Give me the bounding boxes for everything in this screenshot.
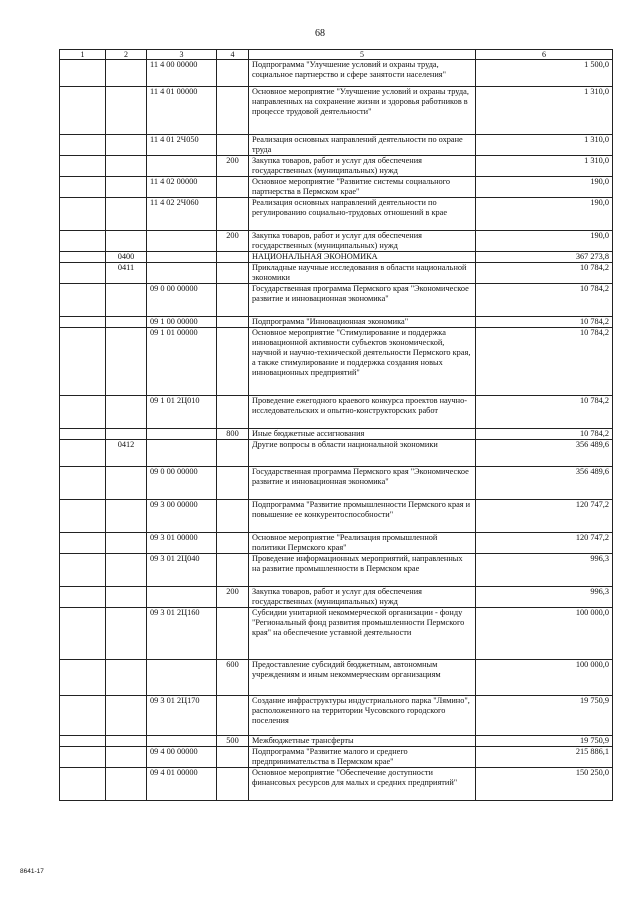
cell-expense-type	[217, 135, 249, 156]
cell-empty	[60, 768, 106, 801]
cell-empty	[60, 396, 106, 429]
cell-target-article: 09 0 00 00000	[147, 467, 217, 500]
cell-target-article: 11 4 01 00000	[147, 87, 217, 135]
cell-empty	[60, 608, 106, 660]
cell-empty	[60, 440, 106, 467]
cell-expense-type	[217, 284, 249, 317]
cell-amount: 356 489,6	[476, 467, 613, 500]
cell-description: Реализация основных направлений деятельности по регулированию социально-трудовых отношений в крае	[249, 198, 476, 231]
cell-expense-type	[217, 396, 249, 429]
cell-target-article: 09 1 00 00000	[147, 317, 217, 328]
cell-target-article	[147, 587, 217, 608]
page-number: 68	[315, 28, 325, 39]
cell-expense-type	[217, 747, 249, 768]
cell-amount: 10 784,2	[476, 317, 613, 328]
cell-section-code	[106, 156, 147, 177]
cell-amount: 100 000,0	[476, 608, 613, 660]
cell-empty	[60, 660, 106, 696]
table-row	[60, 198, 613, 231]
cell-section-code	[106, 396, 147, 429]
cell-description: Подпрограмма "Улучшение условий и охраны труда, социальное партнерство и сфере занятости населения"	[249, 60, 476, 87]
cell-section-code	[106, 660, 147, 696]
cell-amount: 150 250,0	[476, 768, 613, 801]
cell-amount: 356 489,6	[476, 440, 613, 467]
cell-expense-type	[217, 500, 249, 533]
cell-amount: 10 784,2	[476, 429, 613, 440]
table-row	[60, 660, 613, 696]
cell-section-code	[106, 284, 147, 317]
cell-section-code	[106, 231, 147, 252]
cell-target-article: 11 4 01 2Ч050	[147, 135, 217, 156]
cell-amount: 10 784,2	[476, 328, 613, 396]
cell-description: Закупка товаров, работ и услуг для обеспечения государственных (муниципальных) нужд	[249, 231, 476, 252]
table-row	[60, 177, 613, 198]
table-row	[60, 60, 613, 87]
cell-empty	[60, 500, 106, 533]
cell-section-code: 0412	[106, 440, 147, 467]
cell-empty	[60, 231, 106, 252]
cell-empty	[60, 177, 106, 198]
cell-expense-type: 600	[217, 660, 249, 696]
table-row	[60, 440, 613, 467]
cell-empty	[60, 263, 106, 284]
cell-target-article	[147, 252, 217, 263]
cell-description: Основное мероприятие "Развитие системы социального партнерства в Пермском крае"	[249, 177, 476, 198]
cell-expense-type	[217, 328, 249, 396]
cell-expense-type	[217, 252, 249, 263]
cell-target-article	[147, 736, 217, 747]
cell-section-code	[106, 554, 147, 587]
cell-section-code	[106, 587, 147, 608]
cell-amount: 10 784,2	[476, 284, 613, 317]
cell-empty	[60, 747, 106, 768]
table-row	[60, 500, 613, 533]
cell-empty	[60, 429, 106, 440]
cell-description: Основное мероприятие "Стимулирование и поддержка инновационной активности субъектов экономической, научной и научно-технической деятельности Пермского края, а также стимулирование и поддержка создания новых инновационных предприятий"	[249, 328, 476, 396]
cell-description: Реализация основных направлений деятельности по охране труда	[249, 135, 476, 156]
header-cell: 3	[147, 50, 217, 60]
table-row	[60, 768, 613, 801]
cell-target-article: 09 1 01 00000	[147, 328, 217, 396]
cell-description: Субсидии унитарной некоммерческой организации - фонду "Региональный фонд развития промышленности Пермского края" на обеспечение уставной деятельности	[249, 608, 476, 660]
table-row	[60, 396, 613, 429]
cell-section-code	[106, 177, 147, 198]
cell-target-article	[147, 440, 217, 467]
cell-empty	[60, 328, 106, 396]
cell-section-code	[106, 500, 147, 533]
cell-amount: 10 784,2	[476, 263, 613, 284]
cell-description: Другие вопросы в области национальной экономики	[249, 440, 476, 467]
cell-expense-type	[217, 60, 249, 87]
cell-description: Проведение ежегодного краевого конкурса проектов научно-исследовательских и опытно-конструкторских работ	[249, 396, 476, 429]
table-body	[60, 60, 613, 801]
table-row	[60, 696, 613, 736]
cell-target-article	[147, 263, 217, 284]
cell-section-code: 0400	[106, 252, 147, 263]
cell-target-article: 11 4 02 2Ч060	[147, 198, 217, 231]
cell-description: Государственная программа Пермского края "Экономическое развитие и инновационная экономика"	[249, 467, 476, 500]
cell-empty	[60, 198, 106, 231]
table-row	[60, 608, 613, 660]
cell-amount: 1 310,0	[476, 135, 613, 156]
cell-amount: 100 000,0	[476, 660, 613, 696]
cell-empty	[60, 467, 106, 500]
cell-section-code	[106, 429, 147, 440]
cell-amount: 19 750,9	[476, 696, 613, 736]
cell-expense-type	[217, 768, 249, 801]
cell-description: Прикладные научные исследования в области национальной экономики	[249, 263, 476, 284]
cell-expense-type: 200	[217, 156, 249, 177]
cell-amount: 190,0	[476, 198, 613, 231]
table-row	[60, 554, 613, 587]
cell-expense-type	[217, 533, 249, 554]
table-row	[60, 252, 613, 263]
cell-section-code	[106, 608, 147, 660]
cell-description: Подпрограмма "Развитие малого и среднего предпринимательства в Пермском крае"	[249, 747, 476, 768]
cell-expense-type: 500	[217, 736, 249, 747]
budget-table	[59, 49, 613, 801]
cell-amount: 1 310,0	[476, 87, 613, 135]
cell-expense-type	[217, 87, 249, 135]
cell-target-article: 09 3 01 00000	[147, 533, 217, 554]
cell-expense-type	[217, 198, 249, 231]
cell-amount: 1 500,0	[476, 60, 613, 87]
cell-amount: 190,0	[476, 231, 613, 252]
cell-amount: 996,3	[476, 554, 613, 587]
cell-empty	[60, 736, 106, 747]
cell-amount: 1 310,0	[476, 156, 613, 177]
table-row	[60, 156, 613, 177]
header-cell: 6	[476, 50, 613, 60]
cell-amount: 367 273,8	[476, 252, 613, 263]
cell-expense-type	[217, 263, 249, 284]
cell-target-article	[147, 231, 217, 252]
cell-description: Закупка товаров, работ и услуг для обеспечения государственных (муниципальных) нужд	[249, 587, 476, 608]
cell-expense-type	[217, 317, 249, 328]
cell-expense-type	[217, 696, 249, 736]
table-row	[60, 231, 613, 252]
cell-description: Закупка товаров, работ и услуг для обеспечения государственных (муниципальных) нужд	[249, 156, 476, 177]
table-row	[60, 135, 613, 156]
cell-expense-type	[217, 467, 249, 500]
cell-section-code	[106, 135, 147, 156]
cell-empty	[60, 156, 106, 177]
cell-description: Подпрограмма "Развитие промышленности Пермского края и повышение ее конкурентоспособности"	[249, 500, 476, 533]
cell-amount: 10 784,2	[476, 396, 613, 429]
cell-target-article: 09 3 01 2Ц160	[147, 608, 217, 660]
cell-amount: 190,0	[476, 177, 613, 198]
cell-empty	[60, 317, 106, 328]
table-row	[60, 467, 613, 500]
cell-expense-type	[217, 554, 249, 587]
table-row	[60, 587, 613, 608]
header-cell: 4	[217, 50, 249, 60]
cell-empty	[60, 135, 106, 156]
cell-target-article: 09 3 01 2Ц170	[147, 696, 217, 736]
table-row	[60, 736, 613, 747]
cell-description: Создание инфраструктуры индустриального парка "Лямино", расположенного на территории Чусовского городского поселения	[249, 696, 476, 736]
table-row	[60, 263, 613, 284]
cell-expense-type: 800	[217, 429, 249, 440]
document-code: 8641-17	[20, 868, 44, 875]
cell-description: НАЦИОНАЛЬНАЯ ЭКОНОМИКА	[249, 252, 476, 263]
cell-section-code	[106, 736, 147, 747]
cell-amount: 120 747,2	[476, 533, 613, 554]
cell-description: Межбюджетные трансферты	[249, 736, 476, 747]
table-header-row	[60, 50, 613, 60]
cell-target-article: 09 3 01 2Ц040	[147, 554, 217, 587]
cell-target-article: 11 4 02 00000	[147, 177, 217, 198]
cell-description: Предоставление субсидий бюджетным, автономным учреждениям и иным некоммерческим организациям	[249, 660, 476, 696]
cell-empty	[60, 533, 106, 554]
cell-section-code	[106, 768, 147, 801]
table-row	[60, 533, 613, 554]
cell-section-code	[106, 696, 147, 736]
header-cell: 1	[60, 50, 106, 60]
cell-target-article	[147, 660, 217, 696]
table-row	[60, 747, 613, 768]
cell-expense-type	[217, 608, 249, 660]
cell-section-code	[106, 747, 147, 768]
cell-section-code	[106, 60, 147, 87]
cell-empty	[60, 284, 106, 317]
cell-amount: 996,3	[476, 587, 613, 608]
cell-empty	[60, 554, 106, 587]
cell-expense-type	[217, 177, 249, 198]
cell-target-article: 09 0 00 00000	[147, 284, 217, 317]
table-row	[60, 429, 613, 440]
cell-empty	[60, 587, 106, 608]
cell-empty	[60, 696, 106, 736]
table-row	[60, 87, 613, 135]
table-row	[60, 328, 613, 396]
cell-target-article: 09 4 01 00000	[147, 768, 217, 801]
cell-target-article: 11 4 00 00000	[147, 60, 217, 87]
cell-description: Основное мероприятие "Обеспечение доступности финансовых ресурсов для малых и средних предприятий"	[249, 768, 476, 801]
cell-description: Иные бюджетные ассигнования	[249, 429, 476, 440]
header-cell: 5	[249, 50, 476, 60]
cell-section-code	[106, 328, 147, 396]
table-row	[60, 284, 613, 317]
cell-description: Основное мероприятие "Улучшение условий и охраны труда, направленных на сохранение жизни и здоровья работников в процессе трудовой деятельности"	[249, 87, 476, 135]
cell-target-article	[147, 429, 217, 440]
cell-expense-type: 200	[217, 587, 249, 608]
cell-empty	[60, 60, 106, 87]
cell-target-article: 09 4 00 00000	[147, 747, 217, 768]
cell-target-article: 09 3 00 00000	[147, 500, 217, 533]
header-cell: 2	[106, 50, 147, 60]
cell-target-article	[147, 156, 217, 177]
cell-amount: 120 747,2	[476, 500, 613, 533]
cell-section-code	[106, 87, 147, 135]
cell-description: Государственная программа Пермского края "Экономическое развитие и инновационная экономика"	[249, 284, 476, 317]
cell-empty	[60, 87, 106, 135]
cell-section-code	[106, 533, 147, 554]
cell-amount: 215 886,1	[476, 747, 613, 768]
cell-section-code	[106, 198, 147, 231]
cell-description: Подпрограмма "Инновационная экономика"	[249, 317, 476, 328]
cell-expense-type: 200	[217, 231, 249, 252]
cell-section-code	[106, 467, 147, 500]
cell-description: Проведение информационных мероприятий, направленных на развитие промышленности в Пермском крае	[249, 554, 476, 587]
cell-target-article: 09 1 01 2Ц010	[147, 396, 217, 429]
cell-empty	[60, 252, 106, 263]
cell-section-code: 0411	[106, 263, 147, 284]
table-row	[60, 317, 613, 328]
cell-description: Основное мероприятие "Реализация промышленной политики Пермского края"	[249, 533, 476, 554]
cell-expense-type	[217, 440, 249, 467]
cell-amount: 19 750,9	[476, 736, 613, 747]
cell-section-code	[106, 317, 147, 328]
